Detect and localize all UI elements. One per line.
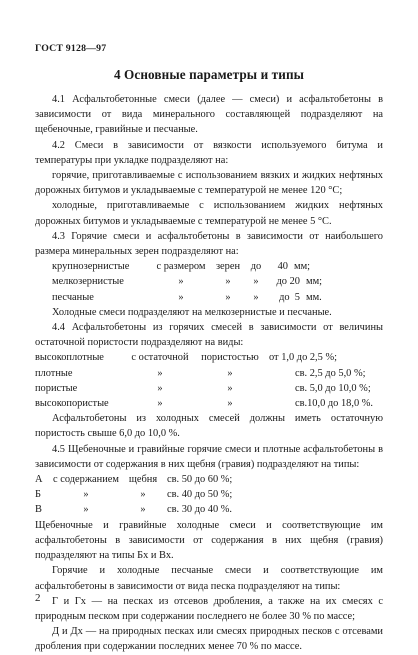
grain-unit: мм. <box>306 291 322 303</box>
list-item <box>35 290 383 305</box>
type-name: А <box>35 474 43 486</box>
grain-q3: » <box>253 291 259 303</box>
porosity-value: св.10,0 до 18,0 %. <box>295 398 374 410</box>
porosity-q1: » <box>157 367 163 379</box>
grain-num: до 5 <box>279 291 300 303</box>
porosity-value: св. 2,5 до 5,0 %; <box>295 367 366 379</box>
list-item <box>35 381 383 396</box>
grain-unit: мм; <box>294 261 311 273</box>
list-item <box>35 487 383 502</box>
document-header: ГОСТ 9128—97 <box>35 43 107 54</box>
porosity-list <box>35 350 383 411</box>
grain-size-list <box>35 259 383 305</box>
porosity-q2: » <box>227 398 233 410</box>
list-item <box>35 259 383 274</box>
grain-q2: зерен <box>215 261 241 273</box>
porosity-value: от 1,0 до 2,5 %; <box>269 352 337 364</box>
porosity-q1: » <box>157 382 163 394</box>
type-value: св. 50 до 60 %; <box>167 474 233 486</box>
gravel-type-list <box>35 472 383 518</box>
paragraph-4-3-cold: Холодные смеси подразделяют на мелкозернистые и песчаные. <box>52 306 332 318</box>
paragraph-type-d: Д и Дх — на природных песках или смесях природных песков с отсевами дробления при содержании последних менее 70 % по массе. <box>35 626 383 653</box>
type-q1: » <box>83 489 89 501</box>
type-value: св. 30 до 40 %. <box>167 504 233 516</box>
list-item <box>35 350 383 365</box>
paragraph-4-5-cold: Щебеночные и гравийные холодные смеси и соответствующие им асфальтобетоны в зависимости от содержания в них щебня (гравия) подразделяют на типы Бх и Вх. <box>35 519 383 562</box>
list-item <box>35 472 383 487</box>
grain-num: до 20 <box>276 276 300 288</box>
porosity-q2: » <box>227 382 233 394</box>
porosity-name: пористые <box>35 382 78 394</box>
type-q2: » <box>140 504 146 516</box>
list-item <box>35 396 383 411</box>
paragraph-4-4: 4.4 Асфальтобетоны из горячих смесей в зависимости от величины остаточной пористости подразделяют на виды: <box>35 322 383 349</box>
porosity-q2: » <box>227 367 233 379</box>
porosity-name: плотные <box>35 367 73 379</box>
type-value: св. 40 до 50 %; <box>167 489 233 501</box>
type-q2: щебня <box>128 474 158 486</box>
grain-q1: » <box>178 276 184 288</box>
porosity-q1: » <box>157 398 163 410</box>
grain-name: мелкозернистые <box>52 276 124 288</box>
porosity-q1: с остаточной <box>131 352 189 364</box>
type-q2: » <box>140 489 146 501</box>
grain-q1: » <box>178 291 184 303</box>
paragraph-type-g: Г и Гх — на песках из отсевов дробления, а также на их смесях с природным песком при содержании последнего не более 30 % по массе; <box>35 595 383 622</box>
porosity-q2: пористостью <box>201 352 259 364</box>
grain-name: крупнозернистые <box>52 261 130 273</box>
paragraph-4-2: 4.2 Смеси в зависимости от вязкости используемого битума и температуры при укладке подразделяют на: <box>35 139 383 166</box>
grain-q2: » <box>225 291 231 303</box>
type-q1: » <box>83 504 89 516</box>
grain-num: 40 <box>277 261 288 273</box>
page-number: 2 <box>35 592 41 604</box>
grain-q3: » <box>253 276 259 288</box>
list-item <box>35 274 383 289</box>
paragraph-4-2-hot: горячие, приготавливаемые с использованием вязких и жидких нефтяных дорожных битумов и укладываемые с температурой не менее 120 °С; <box>35 170 383 197</box>
paragraph-4-4-cold: Асфальтобетоны из холодных смесей должны иметь остаточную пористость свыше 6,0 до 10,0 %. <box>35 413 383 440</box>
porosity-value: св. 5,0 до 10,0 %; <box>295 382 371 394</box>
grain-name: песчаные <box>52 291 94 303</box>
grain-q3: до <box>250 261 262 273</box>
porosity-name: высокоплотные <box>35 352 104 364</box>
porosity-name: высокопористые <box>35 398 109 410</box>
type-name: Б <box>35 489 41 501</box>
paragraph-4-2-cold: холодные, приготавливаемые с использованием жидких нефтяных дорожных битумов и укладываемые с температурой не менее 5 °С. <box>35 200 383 227</box>
paragraph-4-3: 4.3 Горячие смеси и асфальтобетоны в зависимости от наибольшего размера минеральных зерен подразделяют на: <box>35 230 383 258</box>
list-item <box>35 502 383 517</box>
section-title: 4 Основные параметры и типы <box>113 67 305 82</box>
type-name: В <box>35 504 42 516</box>
grain-q1: с размером <box>156 261 206 273</box>
type-q1: с содержанием <box>53 474 119 486</box>
list-item <box>35 366 383 381</box>
paragraph-4-5: 4.5 Щебеночные и гравийные горячие смеси и плотные асфальтобетоны в зависимости от содержания в них щебня (гравия) подразделяют на типы: <box>35 443 383 470</box>
document-body <box>35 92 383 655</box>
grain-q2: » <box>225 276 231 288</box>
grain-unit: мм; <box>306 276 323 288</box>
paragraph-sand: Горячие и холодные песчаные смеси и соответствующие им асфальтобетоны в зависимости от вида песка подразделяют на типы: <box>35 565 383 592</box>
paragraph-4-1: 4.1 Асфальтобетонные смеси (далее — смеси) и асфальтобетоны в зависимости от вида минерального составляющей подразделяют на щебеночные, гравийные и песчаные. <box>35 94 383 136</box>
